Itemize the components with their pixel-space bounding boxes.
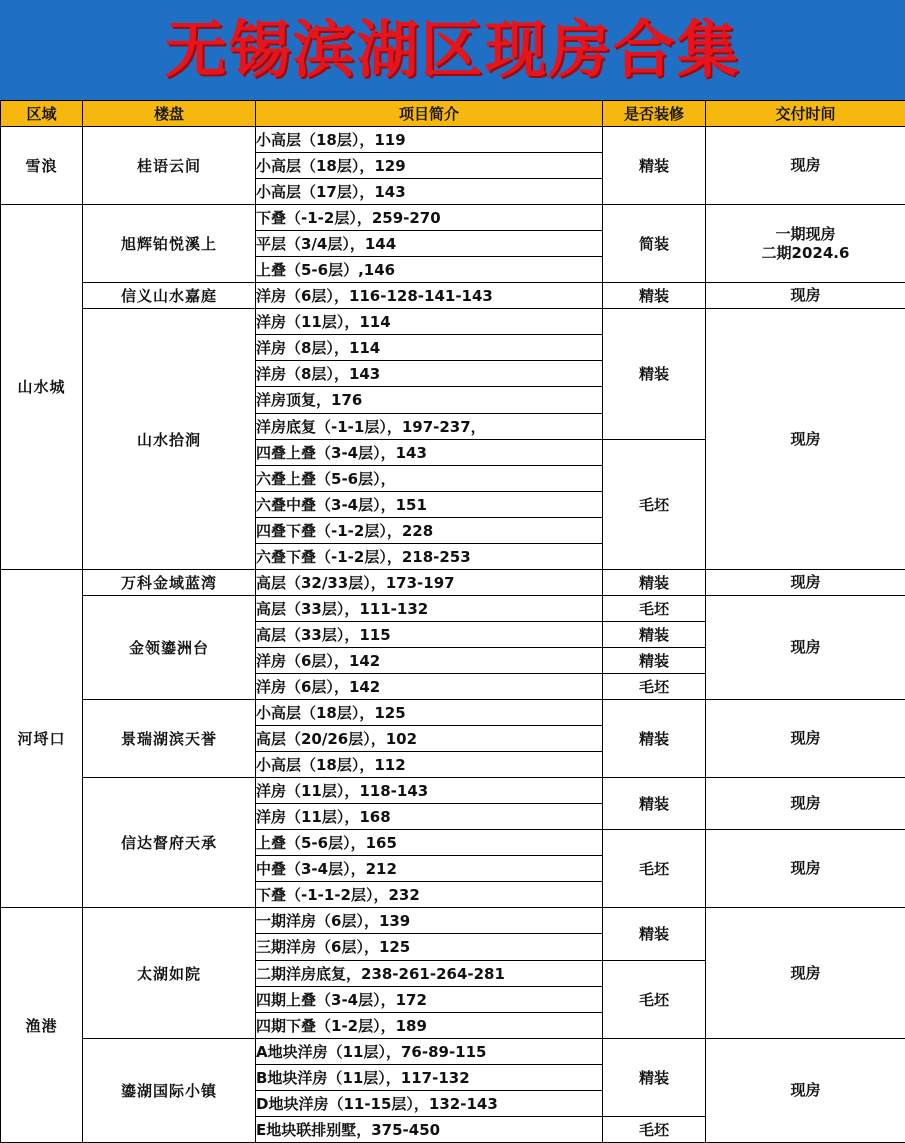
decoration-cell: 精装 — [603, 127, 706, 205]
project-cell: 旭辉铂悦溪上 — [83, 205, 256, 283]
region-cell: 渔港 — [1, 908, 83, 1143]
intro-cell: 小高层（17层），143 — [256, 179, 603, 205]
delivery-cell — [706, 908, 905, 1038]
delivery-cell — [706, 127, 905, 205]
intro-cell: E地块联排别墅，375-450 — [256, 1116, 603, 1142]
delivery-text: 现房 — [790, 156, 821, 175]
intro-cell: 下叠（-1-2层），259-270 — [256, 205, 603, 231]
delivery-cell — [706, 595, 905, 699]
project-cell: 山水拾涧 — [83, 309, 256, 569]
intro-cell: 小高层（18层），125 — [256, 700, 603, 726]
intro-cell: 洋房顶复，176 — [256, 387, 603, 413]
project-cell: 万科金域蓝湾 — [83, 569, 256, 595]
intro-cell: 洋房（11层），114 — [256, 309, 603, 335]
intro-cell: 六叠下叠（-1-2层），218-253 — [256, 543, 603, 569]
intro-cell: 洋房底复（-1-1层），197-237， — [256, 413, 603, 439]
decoration-cell: 精装 — [603, 1038, 706, 1116]
intro-cell: 洋房（8层），143 — [256, 361, 603, 387]
table-row — [1, 908, 905, 934]
intro-cell: 洋房（6层），142 — [256, 673, 603, 699]
delivery-cell — [706, 830, 905, 908]
decoration-cell: 毛坯 — [603, 439, 706, 569]
housing-table — [0, 100, 905, 1143]
project-cell: 鎏湖国际小镇 — [83, 1038, 256, 1142]
table-row — [1, 309, 905, 335]
delivery-cell — [706, 1038, 905, 1142]
project-cell: 景瑞湖滨天誉 — [83, 700, 256, 778]
intro-cell: 小高层（18层），119 — [256, 127, 603, 153]
delivery-text: 现房 — [790, 963, 821, 982]
intro-cell: 小高层（18层），129 — [256, 153, 603, 179]
project-cell: 金领鎏洲台 — [83, 595, 256, 699]
decoration-cell: 精装 — [603, 778, 706, 830]
intro-cell: 六叠中叠（3-4层），151 — [256, 491, 603, 517]
delivery-text: 现房 — [790, 859, 821, 878]
delivery-text: 现房 — [790, 572, 821, 591]
table-row — [1, 700, 905, 726]
delivery-text: 二期2024.6 — [761, 243, 850, 262]
delivery-text: 一期现房 — [775, 224, 836, 243]
decoration-cell: 精装 — [603, 647, 706, 673]
header-decoration: 是否装修 — [603, 101, 706, 127]
delivery-text: 现房 — [790, 637, 821, 656]
region-cell: 河埒口 — [1, 569, 83, 908]
intro-cell: 四期下叠（1-2层），189 — [256, 1012, 603, 1038]
decoration-cell: 精装 — [603, 283, 706, 309]
header-project: 楼盘 — [83, 101, 256, 127]
intro-cell: 四叠下叠（-1-2层），228 — [256, 517, 603, 543]
intro-cell: 洋房（11层），118-143 — [256, 778, 603, 804]
region-cell: 雪浪 — [1, 127, 83, 205]
intro-cell: 小高层（18层），112 — [256, 752, 603, 778]
table-row — [1, 778, 905, 804]
delivery-text: 现房 — [790, 729, 821, 748]
intro-cell: 洋房（8层），114 — [256, 335, 603, 361]
table-row — [1, 127, 905, 153]
intro-cell: 二期洋房底复，238-261-264-281 — [256, 960, 603, 986]
intro-cell: 上叠（5-6层）,146 — [256, 257, 603, 283]
delivery-text: 现房 — [790, 794, 821, 813]
project-cell: 桂语云间 — [83, 127, 256, 205]
intro-cell: 高层（33层），115 — [256, 621, 603, 647]
intro-cell: 洋房（6层），142 — [256, 647, 603, 673]
delivery-cell — [706, 569, 905, 595]
intro-cell: B地块洋房（11层），117-132 — [256, 1064, 603, 1090]
intro-cell: 四期上叠（3-4层），172 — [256, 986, 603, 1012]
decoration-cell: 精装 — [603, 700, 706, 778]
decoration-cell: 精装 — [603, 569, 706, 595]
delivery-cell — [706, 283, 905, 309]
intro-cell: 四叠上叠（3-4层），143 — [256, 439, 603, 465]
delivery-text: 现房 — [790, 429, 821, 448]
decoration-cell: 精装 — [603, 621, 706, 647]
delivery-text: 现房 — [790, 286, 821, 305]
intro-cell: 洋房（6层），116-128-141-143 — [256, 283, 603, 309]
table-row — [1, 569, 905, 595]
delivery-cell — [706, 700, 905, 778]
delivery-text: 现房 — [790, 1080, 821, 1099]
decoration-cell: 精装 — [603, 309, 706, 439]
intro-cell: 下叠（-1-1-2层），232 — [256, 882, 603, 908]
project-cell: 信达督府天承 — [83, 778, 256, 908]
decoration-cell: 毛坯 — [603, 960, 706, 1038]
title-banner — [0, 0, 905, 100]
intro-cell: 平层（3/4层），144 — [256, 231, 603, 257]
delivery-cell — [706, 205, 905, 283]
decoration-cell: 简装 — [603, 205, 706, 283]
decoration-cell: 毛坯 — [603, 1116, 706, 1142]
intro-cell: 中叠（3-4层），212 — [256, 856, 603, 882]
table-row — [1, 205, 905, 231]
intro-cell: 上叠（5-6层），165 — [256, 830, 603, 856]
intro-cell: 高层（33层），111-132 — [256, 595, 603, 621]
table-body — [1, 127, 905, 1143]
intro-cell: D地块洋房（11-15层），132-143 — [256, 1090, 603, 1116]
table-row — [1, 595, 905, 621]
intro-cell: 三期洋房（6层），125 — [256, 934, 603, 960]
header-delivery: 交付时间 — [706, 101, 905, 127]
decoration-cell: 毛坯 — [603, 830, 706, 908]
table-row — [1, 283, 905, 309]
intro-cell: 高层（32/33层），173-197 — [256, 569, 603, 595]
delivery-cell — [706, 778, 905, 830]
region-cell: 山水城 — [1, 205, 83, 570]
table-row — [1, 1038, 905, 1064]
intro-cell: 高层（20/26层），102 — [256, 726, 603, 752]
intro-cell: A地块洋房（11层），76-89-115 — [256, 1038, 603, 1064]
decoration-cell: 精装 — [603, 908, 706, 960]
intro-cell: 洋房（11层），168 — [256, 804, 603, 830]
decoration-cell: 毛坯 — [603, 673, 706, 699]
header-region: 区域 — [1, 101, 83, 127]
page-title: 无锡滨湖区现房合集 — [164, 13, 741, 86]
project-cell: 信义山水嘉庭 — [83, 283, 256, 309]
decoration-cell: 毛坯 — [603, 595, 706, 621]
intro-cell: 六叠上叠（5-6层）， — [256, 465, 603, 491]
project-cell: 太湖如院 — [83, 908, 256, 1038]
header-intro: 项目简介 — [256, 101, 603, 127]
table-header-row — [1, 101, 905, 127]
delivery-cell — [706, 309, 905, 569]
intro-cell: 一期洋房（6层），139 — [256, 908, 603, 934]
